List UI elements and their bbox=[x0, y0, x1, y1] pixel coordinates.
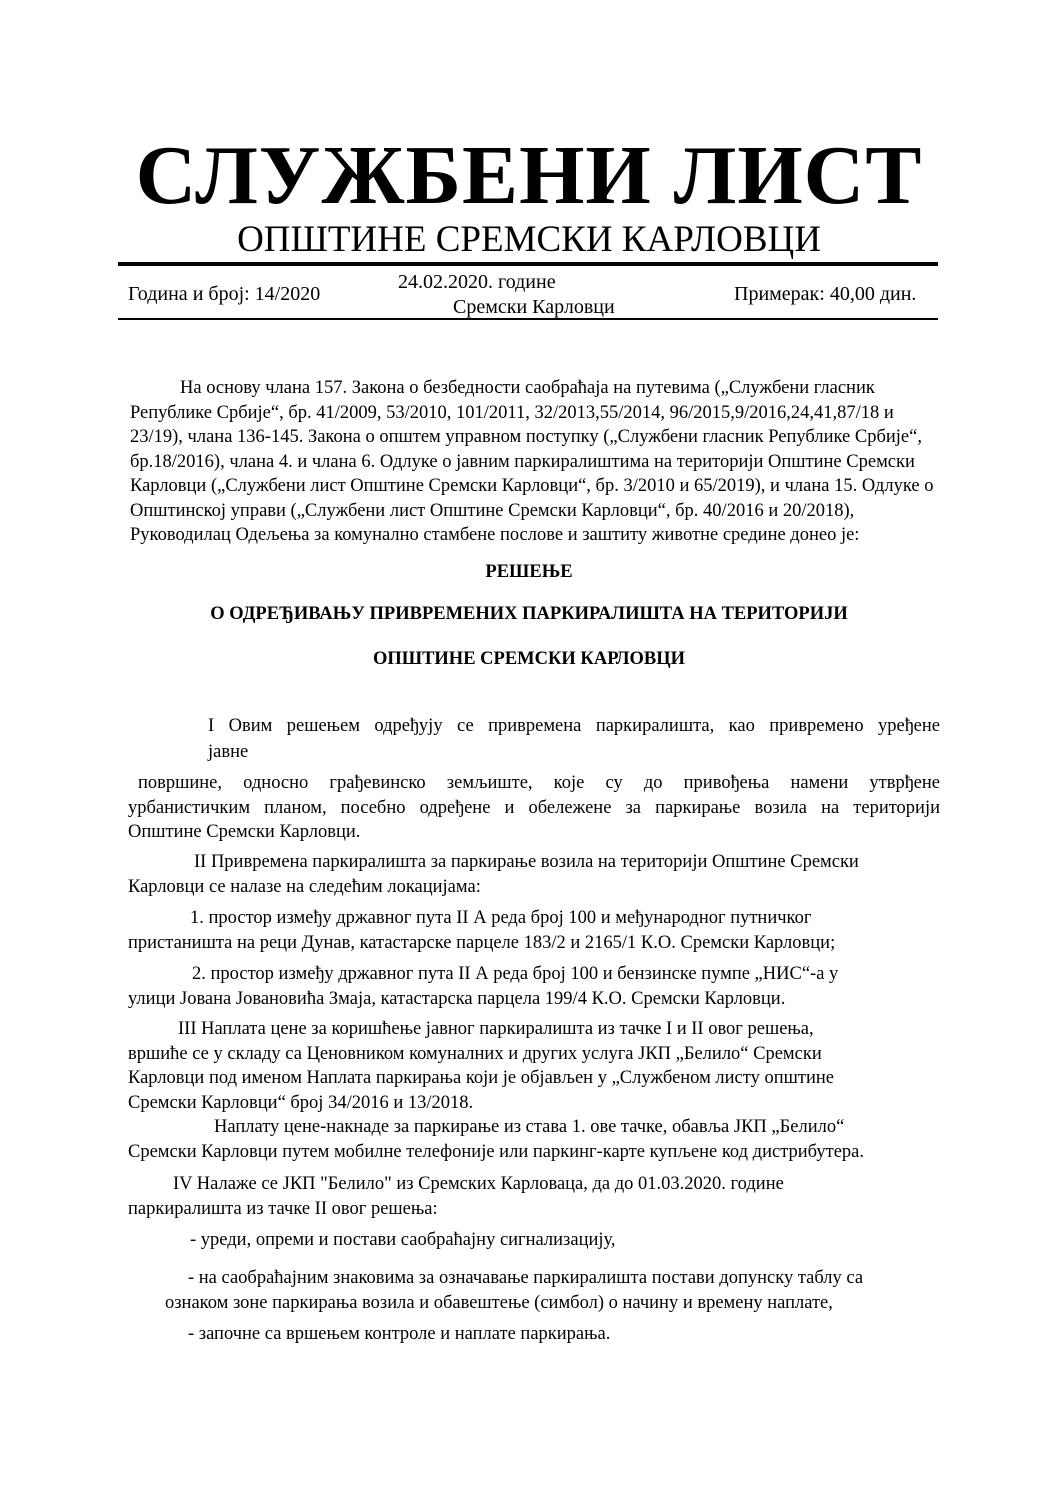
preamble-line: Карловци („Службени лист Општине Сремски Карловци“, бр. 3/2010 и 65/2019), и члана 15. Одлуке о bbox=[130, 476, 934, 496]
section-3-line: Карловци под именом Наплата паркирања који је објављен у „Службеном листу општине bbox=[128, 1068, 834, 1088]
section-4-bullet: - уреди, опреми и постави саобраћајну сигнализацију, bbox=[190, 1230, 616, 1250]
section-3-line: III Наплата цене за коришћење јавног паркиралишта из тачке I и II овог решења, bbox=[178, 1019, 814, 1039]
location-line: пристаништа на реци Дунав, катастарске парцеле 183/2 и 2165/1 К.О. Сремски Карловци; bbox=[128, 932, 836, 953]
section-2-paragraph bbox=[128, 850, 948, 899]
section-1-first-line bbox=[208, 714, 940, 739]
issue-number: Година и број: 14/2020 bbox=[128, 283, 321, 305]
masthead-subtitle: ОПШТИНЕ СРЕМСКИ КАРЛОВЦИ bbox=[237, 219, 821, 260]
section-4-paragraph bbox=[128, 1172, 948, 1221]
section-1-line: јавне bbox=[208, 742, 249, 762]
issue-place: Сремски Карловци bbox=[453, 296, 615, 318]
location-line: 1. простор између државног пута II А реда број 100 и међународног путничког bbox=[190, 908, 812, 928]
section-4-bullet-line: ознаком зоне паркирања возила и обавештење (симбол) о начину и времену наплате, bbox=[165, 1292, 833, 1313]
section-4-bullet-line: - на саобраћајним знаковима за означавање паркиралишта постави допунску таблу са bbox=[188, 1268, 864, 1288]
location-item-2 bbox=[128, 962, 948, 1011]
preamble-line: 23/19), члана 136-145. Закона о општем управном поступку („Службени гласник Републике Србије“, bbox=[130, 427, 922, 447]
section-3-paragraph bbox=[128, 1017, 948, 1115]
section-1-line: површине, односно грађевинско земљиште, које су до привођења намени утврђене bbox=[138, 773, 940, 793]
preamble-paragraph bbox=[130, 376, 960, 548]
section-4-line: паркиралишта из тачке II овог решења: bbox=[128, 1198, 438, 1219]
section-4-line: IV Налаже се ЈКП "Белило" из Сремских Карловаца, да до 01.03.2020. године bbox=[173, 1174, 784, 1194]
decision-heading: РЕШЕЊЕ bbox=[485, 562, 573, 582]
section-3-line: Сремски Карловци“ број 34/2016 и 13/2018. bbox=[128, 1092, 474, 1113]
section-1-paragraph bbox=[128, 771, 940, 845]
decision-subheading: О ОДРЕЂИВАЊУ ПРИВРЕМЕНИХ ПАРКИРАЛИШТА НА ТЕРИТОРИЈИ bbox=[210, 604, 848, 624]
section-3-line: Наплату цене-накнаде за паркирање из става 1. ове тачке, обавља ЈКП „Белило“ bbox=[214, 1117, 845, 1137]
masthead-title: СЛУЖБЕНИ ЛИСТ bbox=[135, 129, 923, 222]
section-2-line: Карловци се налазе на следећим локацијама: bbox=[128, 876, 481, 897]
masthead-rule-top bbox=[118, 262, 938, 266]
preamble-line: Републике Србије“, бр. 41/2009, 53/2010, 101/2011, 32/2013,55/2014, 96/2015,9/2016,24,41,87/18 и bbox=[130, 402, 894, 423]
location-line: 2. простор између државног пута II А реда број 100 и бензинске пумпе „НИС“-а у bbox=[192, 964, 839, 984]
section-1-line: урбанистичким планом, посебно одређене и обележене за паркирање возила на територији bbox=[128, 797, 940, 818]
masthead-rule-bottom bbox=[118, 318, 938, 320]
section-3-paragraph-2 bbox=[128, 1115, 948, 1164]
section-1-line: I Овим решењем одређују се привремена паркиралишта, као привремено уређене bbox=[208, 716, 940, 736]
preamble-line: Руководилац Одељења за комунално стамбене послове и заштиту животне средине донео је: bbox=[130, 525, 860, 545]
section-3-line: вршиће се у складу са Ценовником комуналних и других услуга ЈКП „Белило“ Сремски bbox=[128, 1043, 822, 1064]
preamble-line: бр.18/2016), члана 4. и члана 6. Одлуке о јавним паркиралиштима на територији Општине Сремски bbox=[130, 451, 915, 472]
section-3-line: Сремски Карловци путем мобилне телефоније или паркинг-карте купљене код дистрибутера. bbox=[128, 1141, 864, 1162]
location-line: улици Јована Јовановића Змаја, катастарска парцела 199/4 К.О. Сремски Карловци. bbox=[128, 988, 786, 1009]
issue-price: Примерак: 40,00 дин. bbox=[734, 283, 917, 305]
section-4-bullet bbox=[165, 1266, 955, 1315]
preamble-line: На основу члана 157. Закона о безбедности саобраћаја на путевима („Службени гласник bbox=[180, 378, 875, 398]
section-1-line: Општине Сремски Карловци. bbox=[128, 822, 361, 842]
section-4-bullet: - започне са вршењем контроле и наплате паркирања. bbox=[188, 1324, 611, 1344]
decision-subheading: ОПШТИНЕ СРЕМСКИ КАРЛОВЦИ bbox=[372, 649, 686, 669]
preamble-line: Општинској управи („Службени лист Општине Сремски Карловци“, бр. 40/2016 и 20/2018), bbox=[130, 500, 855, 521]
location-item-1 bbox=[128, 906, 948, 955]
section-2-line: II Привремена паркиралишта за паркирање возила на територији Општине Сремски bbox=[194, 852, 859, 872]
issue-date: 24.02.2020. године bbox=[398, 271, 556, 293]
